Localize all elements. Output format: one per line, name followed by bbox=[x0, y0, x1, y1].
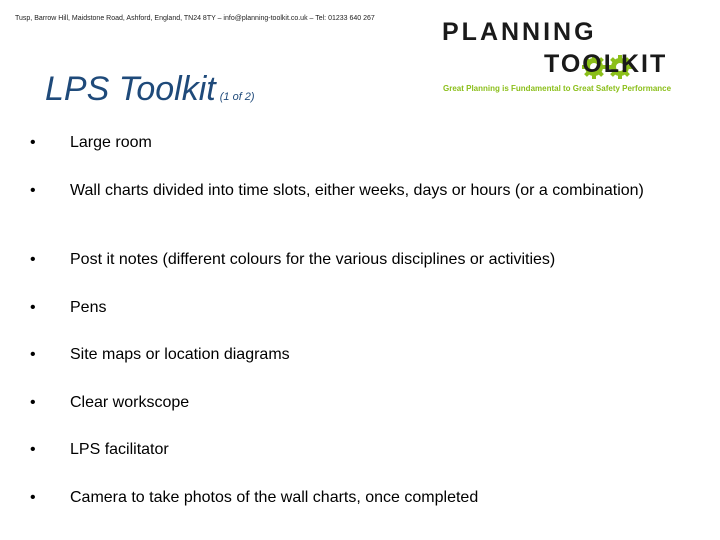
planning-toolkit-logo bbox=[440, 18, 710, 98]
slide-title bbox=[45, 70, 255, 109]
list-item-text: Post it notes (different colours for the various disciplines or activities) bbox=[70, 251, 556, 268]
logo-line-2: TOOLKIT bbox=[544, 50, 668, 78]
list-item-text: Clear workscope bbox=[70, 394, 190, 411]
logo-line-1: PLANNING bbox=[442, 18, 597, 46]
list-item-text: Camera to take photos of the wall charts, once completed bbox=[70, 489, 479, 506]
bullet-marker: • bbox=[30, 299, 36, 316]
contact-address: Tusp, Barrow Hill, Maidstone Road, Ashford, England, TN24 8TY – info@planning-toolkit.co.uk – Tel: 01233 640 267 bbox=[15, 15, 375, 22]
bullet-marker: • bbox=[30, 441, 36, 458]
list-item-text: Site maps or location diagrams bbox=[70, 346, 290, 363]
bullet-marker: • bbox=[30, 346, 36, 363]
slide-title-sub: (1 of 2) bbox=[219, 91, 255, 103]
logo-tagline: Great Planning is Fundamental to Great Safety Performance bbox=[443, 84, 672, 93]
list-item-text: Wall charts divided into time slots, either weeks, days or hours (or a combination) bbox=[70, 182, 644, 199]
bullet-marker: • bbox=[30, 394, 36, 411]
list-item-text: Large room bbox=[70, 134, 152, 151]
list-item-text: Pens bbox=[70, 299, 107, 316]
bullet-marker: • bbox=[30, 134, 36, 151]
slide-title-main: LPS Toolkit bbox=[45, 70, 216, 108]
bullet-marker: • bbox=[30, 489, 36, 506]
bullet-marker: • bbox=[30, 251, 36, 268]
bullet-marker: • bbox=[30, 182, 36, 199]
list-item-text: LPS facilitator bbox=[70, 441, 169, 458]
